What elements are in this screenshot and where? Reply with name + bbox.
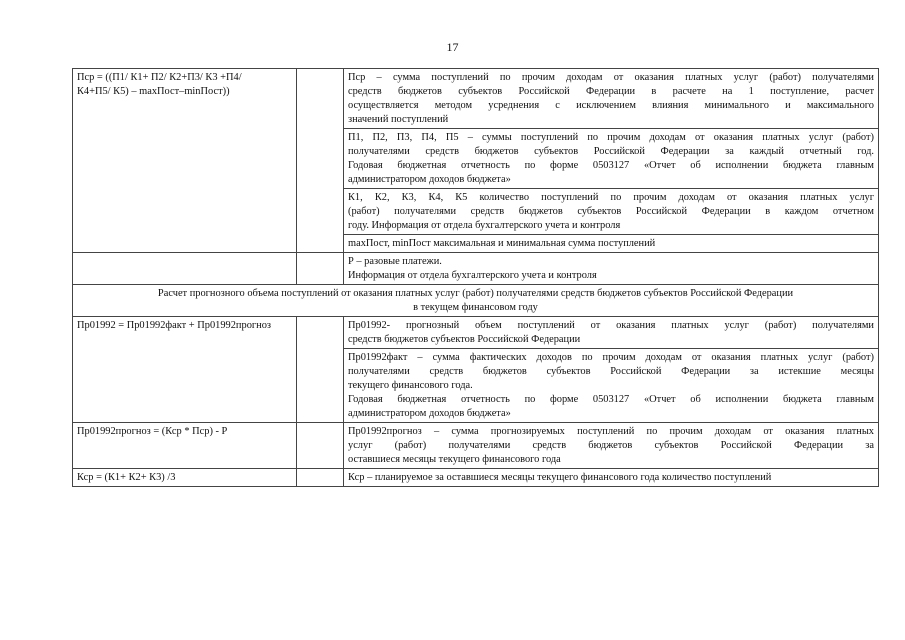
description-line: текущего финансового года. [348, 380, 473, 391]
formula-table [72, 68, 879, 487]
description-line: Годовая бюджетная отчетность по форме 0503127 «Отчет об исполнении бюджета главным [348, 160, 874, 171]
description-line: (работ) получателями средств бюджетов субъектов Российской Федерации в каждом отчетном [348, 206, 874, 217]
description-line: Пр01992- прогнозный объем поступлений от оказания платных услуг (работ) получателями [348, 320, 874, 331]
formula-cell: Пр01992 = Пр01992факт + Пр01992прогноз [73, 317, 297, 423]
description-line: средств бюджетов субъектов Российской Федерации [348, 334, 581, 345]
page-number: 17 [446, 40, 459, 54]
description-line: году. Информация от отдела бухгалтерского учета и контроля [348, 220, 621, 231]
description-line: услуг (работ) получателями средств бюджетов субъектов Российской Федерации за [348, 440, 874, 451]
description-line: получателями средств бюджетов субъектов Российской Федерации за каждый отчетный год. [348, 146, 874, 157]
description-line: П1, П2, П3, П4, П5 – суммы поступлений по прочим доходам от оказания платных услуг (работ) [348, 132, 874, 143]
empty-cell [297, 317, 344, 423]
table-row [73, 317, 879, 349]
table-row [73, 253, 879, 285]
table-row [73, 69, 879, 129]
description-line: администратором доходов бюджета» [348, 174, 511, 185]
description-cell [344, 349, 879, 423]
description-line: администратором доходов бюджета» [348, 408, 511, 419]
description-line: средств бюджетов субъектов Российской Федерации в расчете на 1 поступление, расчет [348, 86, 874, 97]
description-line: осуществляется методом усреднения с исключением влияния минимального и максимального [348, 100, 874, 111]
empty-cell [297, 469, 344, 487]
description-line: Информация от отдела бухгалтерского учета и контроля [348, 270, 597, 281]
empty-cell [297, 423, 344, 469]
description-cell [344, 253, 879, 285]
description-line: Пр01992прогноз – сумма прогнозируемых поступлений по прочим доходам от оказания платных [348, 426, 874, 437]
description-line: получателями средств бюджетов субъектов Российской Федерации за истекшие месяцы [348, 366, 874, 377]
description-cell: maxПост, minПост максимальная и минимальная сумма поступлений [344, 235, 879, 253]
description-line: Пр01992факт – сумма фактических доходов по прочим доходам от оказания платных услуг (работ) [348, 352, 874, 363]
description-line: Р – разовые платежи. [348, 256, 442, 267]
empty-cell [73, 253, 297, 285]
description-cell [344, 423, 879, 469]
formula-cell: Кср = (К1+ К2+ К3) /3 [73, 469, 297, 487]
formula-cell [73, 69, 297, 253]
description-cell [344, 317, 879, 349]
description-cell [344, 129, 879, 189]
section-heading [73, 285, 879, 317]
description-cell [344, 189, 879, 235]
table-row [73, 423, 879, 469]
formula-line: К4+П5/ К5) – maxПост–minПост)) [77, 86, 230, 97]
description-line: оставшиеся месяцы текущего финансового года [348, 454, 561, 465]
formula-cell: Пр01992прогноз = (Кср * Пср) - Р [73, 423, 297, 469]
formula-line: Пср = ((П1/ К1+ П2/ К2+П3/ К3 +П4/ [77, 72, 242, 83]
empty-cell [297, 69, 344, 253]
description-cell: Кср – планируемое за оставшиеся месяцы текущего финансового года количество поступлений [344, 469, 879, 487]
description-line: К1, К2, К3, К4, К5 количество поступлений по прочим доходам от оказания платных услуг [348, 192, 874, 203]
table-row [73, 285, 879, 317]
description-line: Пср – сумма поступлений по прочим доходам от оказания платных услуг (работ) получателями [348, 72, 874, 83]
empty-cell [297, 253, 344, 285]
section-heading-line: в текущем финансовом году [413, 302, 538, 313]
description-line: значений поступлений [348, 114, 449, 125]
description-cell [344, 69, 879, 129]
table-row [73, 469, 879, 487]
description-line: Годовая бюджетная отчетность по форме 0503127 «Отчет об исполнении бюджета главным [348, 394, 874, 405]
section-heading-line: Расчет прогнозного объема поступлений от оказания платных услуг (работ) получателями средств бюджетов субъектов Российской Федерации [157, 288, 794, 299]
